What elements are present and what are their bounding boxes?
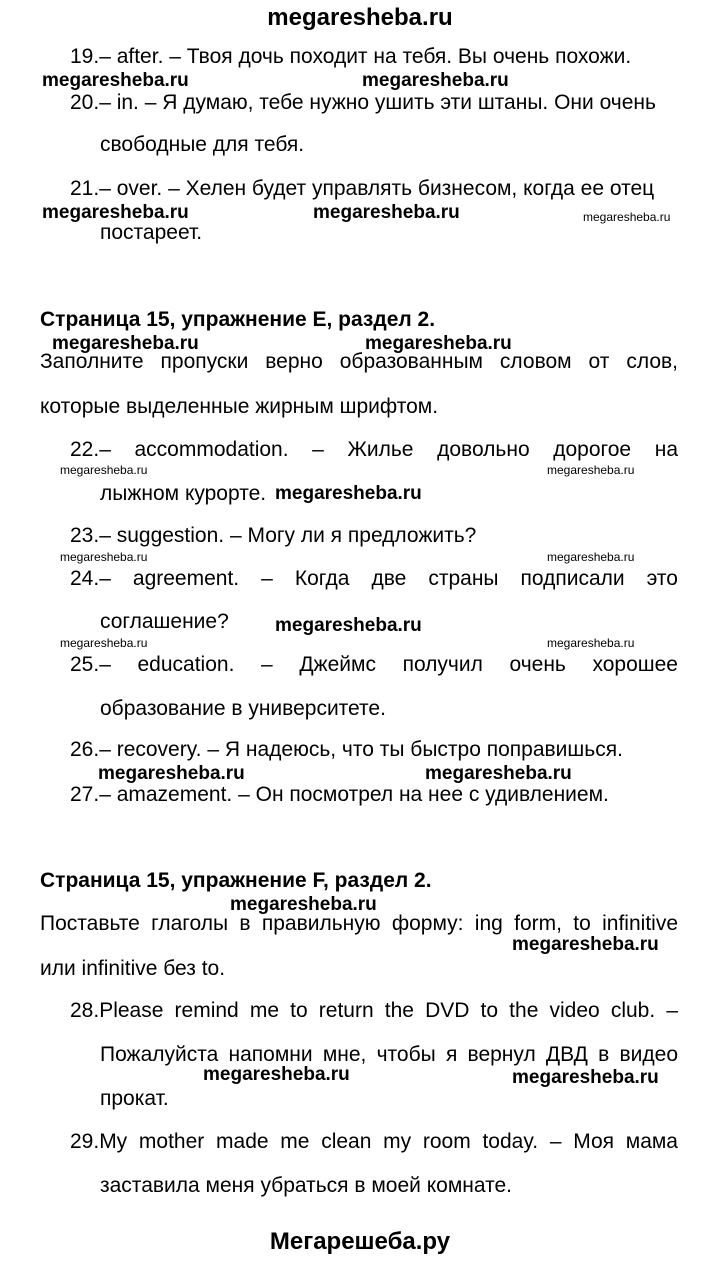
watermark-small: megaresheba.ru (583, 210, 671, 224)
item-28-line-3: прокат. (100, 1087, 169, 1110)
watermark-small: megaresheba.ru (60, 463, 148, 477)
item-24-line-2: соглашение? (100, 610, 229, 633)
watermark-small: megaresheba.ru (547, 550, 635, 564)
item-19: 19.– after. – Твоя дочь походит на тебя. Вы очень похожи. (70, 45, 632, 68)
item-22-line-2: лыжном курорте. (100, 482, 267, 505)
item-25-line-1: 25.– education. – Джеймс получил очень хорошее (70, 653, 678, 676)
site-footer: Мегарешеба.ру (269, 1228, 451, 1255)
instruction-f-line-2: или infinitive без to. (40, 957, 226, 980)
item-28-line-2: Пожалуйста напомни мне, чтобы я вернул ДВД в видео (100, 1043, 678, 1066)
item-20-line-1: 20.– in. – Я думаю, тебе нужно ушить эти штаны. Они очень (70, 91, 656, 114)
watermark-small: megaresheba.ru (60, 550, 148, 564)
section-heading-e: Страница 15, упражнение E, раздел 2. (40, 308, 436, 331)
watermark-small: megaresheba.ru (60, 636, 148, 650)
watermark: megaresheba.ru (98, 763, 245, 784)
watermark: megaresheba.ru (362, 70, 509, 91)
site-header: megaresheba.ru (267, 4, 453, 31)
item-24-line-1: 24.– agreement. – Когда две страны подписали это (70, 567, 678, 590)
instruction-e-line-2: которые выделенные жирным шрифтом. (40, 395, 439, 418)
watermark: megaresheba.ru (203, 1064, 350, 1085)
item-23: 23.– suggestion. – Могу ли я предложить? (70, 524, 477, 547)
watermark: megaresheba.ru (42, 70, 189, 91)
watermark: megaresheba.ru (425, 763, 572, 784)
watermark: megaresheba.ru (52, 333, 199, 354)
item-29-line-1: 29.My mother made me clean my room today. – Моя мама (70, 1130, 678, 1153)
watermark: megaresheba.ru (42, 202, 189, 223)
watermark: megaresheba.ru (275, 615, 422, 636)
watermark: megaresheba.ru (230, 894, 377, 915)
item-26: 26.– recovery. – Я надеюсь, что ты быстро поправишься. (70, 738, 623, 761)
instruction-f-line-1: Поставьте глаголы в правильную форму: ing form, to infinitive (40, 912, 678, 935)
item-22-line-1: 22.– accommodation. – Жилье довольно дорогое на (70, 438, 678, 461)
item-28-line-1: 28.Please remind me to return the DVD to the video club. – (70, 999, 678, 1022)
item-21-line-1: 21.– over. – Хелен будет управлять бизнесом, когда ее отец (70, 177, 655, 200)
item-20-line-2: свободные для тебя. (100, 133, 305, 156)
section-heading-f: Страница 15, упражнение F, раздел 2. (40, 869, 432, 892)
watermark: megaresheba.ru (512, 1067, 659, 1088)
watermark: megaresheba.ru (512, 934, 659, 955)
watermark: megaresheba.ru (313, 202, 460, 223)
item-21-line-2: постареет. (100, 221, 203, 244)
instruction-e-line-1: Заполните пропуски верно образованным словом от слов, (40, 350, 678, 373)
watermark: megaresheba.ru (275, 483, 422, 504)
item-25-line-2: образование в университете. (100, 697, 386, 720)
item-27: 27.– amazement. – Он посмотрел на нее с удивлением. (70, 783, 609, 806)
watermark-small: megaresheba.ru (547, 636, 635, 650)
watermark: megaresheba.ru (365, 333, 512, 354)
watermark-small: megaresheba.ru (547, 463, 635, 477)
item-29-line-2: заставила меня убраться в моей комнате. (100, 1174, 512, 1197)
